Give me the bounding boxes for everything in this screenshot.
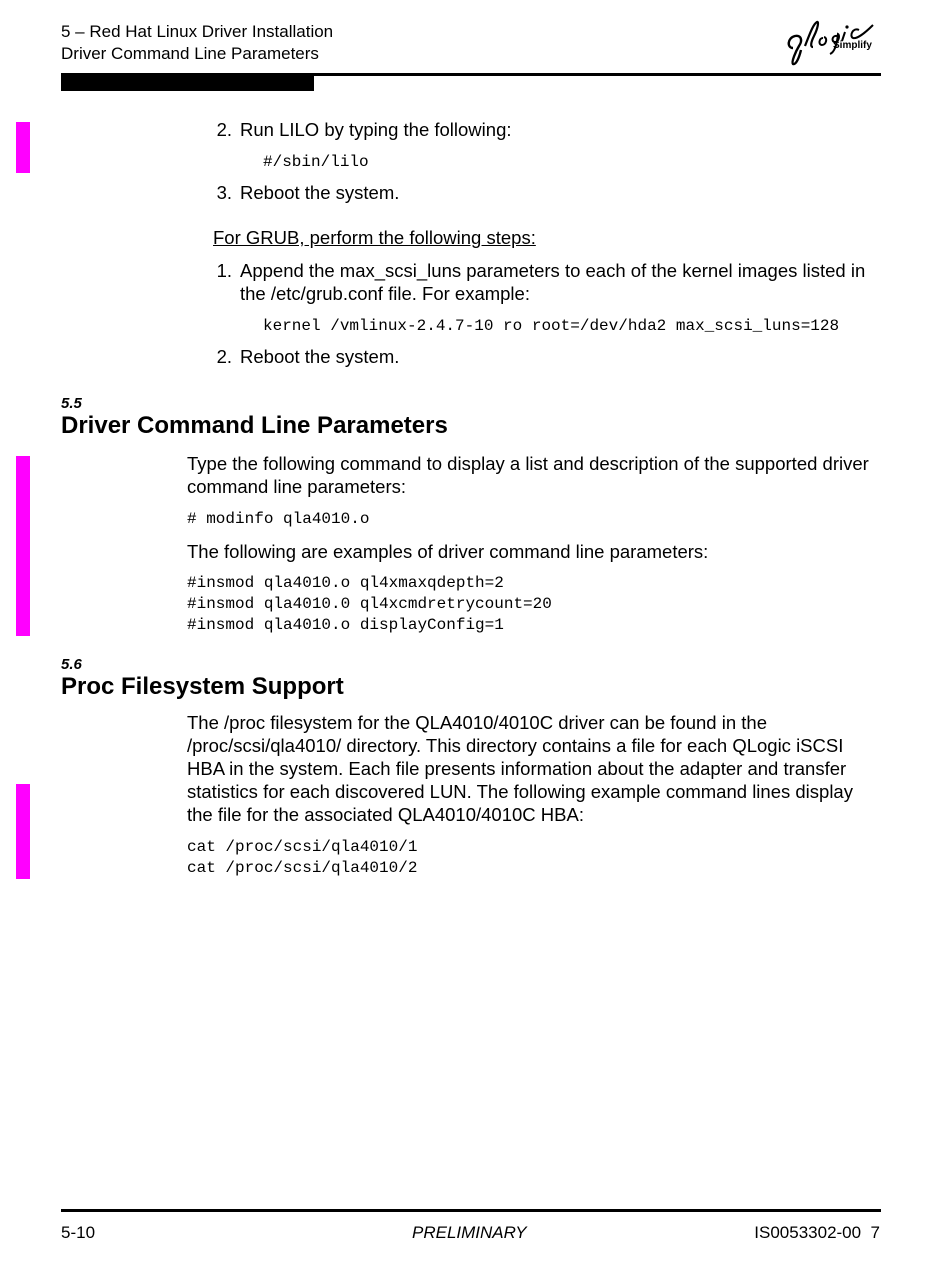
change-bar [16, 122, 30, 173]
code-line: #insmod qla4010.o displayConfig=1 [187, 616, 504, 634]
running-header-chapter: 5 – Red Hat Linux Driver Installation [61, 22, 334, 41]
code-line: #/sbin/lilo [263, 153, 369, 171]
step-number: 3. [216, 182, 232, 203]
step-text: Run LILO by typing the following: [240, 119, 512, 140]
code-line: #insmod qla4010.o ql4xmaxqdepth=2 [187, 574, 504, 592]
step-number: 2. [216, 346, 232, 367]
step-text: Reboot the system. [240, 182, 400, 203]
header-rule-bar [61, 76, 314, 91]
paragraph: Type the following command to display a list and description of the supported driver command line parameters: [187, 453, 869, 497]
step-text: Append the max_scsi_luns parameters to each of the kernel images listed in the /etc/grub.conf file. For example: [240, 260, 866, 304]
section-number: 5.6 [61, 656, 82, 673]
paragraph: The following are examples of driver command line parameters: [187, 541, 709, 562]
code-line: # modinfo qla4010.o [187, 510, 370, 528]
section-title: Proc Filesystem Support [61, 673, 344, 700]
qlogic-logo-icon [783, 10, 883, 68]
page-number: 5-10 [61, 1223, 96, 1242]
step-number: 1. [216, 260, 232, 281]
running-header-section: Driver Command Line Parameters [61, 44, 319, 63]
qlogic-logo [783, 10, 883, 68]
section-number: 5.5 [61, 395, 82, 412]
change-bar [16, 784, 30, 879]
footer-rule [61, 1209, 881, 1212]
section-title: Driver Command Line Parameters [61, 412, 448, 439]
code-line: cat /proc/scsi/qla4010/1 [187, 838, 418, 856]
change-bar [16, 456, 30, 636]
paragraph: The /proc filesystem for the QLA4010/4010C driver can be found in the /proc/scsi/qla4010/ directory. This directory contains a file for each QLogic iSCSI HBA in the system. Each file presents information about the adapter and transfer statistics for each discovered LUN. The following example command lines display the file for the associated QLA4010/4010C HBA: [187, 712, 853, 825]
code-line: kernel /vmlinux-2.4.7-10 ro root=/dev/hda2 max_scsi_luns=128 [263, 317, 840, 335]
document-id: IS0053302-00 7 [754, 1223, 880, 1242]
step-number: 2. [216, 119, 232, 140]
grub-heading: For GRUB, perform the following steps: [213, 227, 536, 248]
code-line: cat /proc/scsi/qla4010/2 [187, 859, 418, 877]
code-line: #insmod qla4010.0 ql4xcmdretrycount=20 [187, 595, 552, 613]
logo-tagline: Simplify [833, 40, 872, 51]
document-status: PRELIMINARY [412, 1223, 527, 1242]
step-text: Reboot the system. [240, 346, 400, 367]
